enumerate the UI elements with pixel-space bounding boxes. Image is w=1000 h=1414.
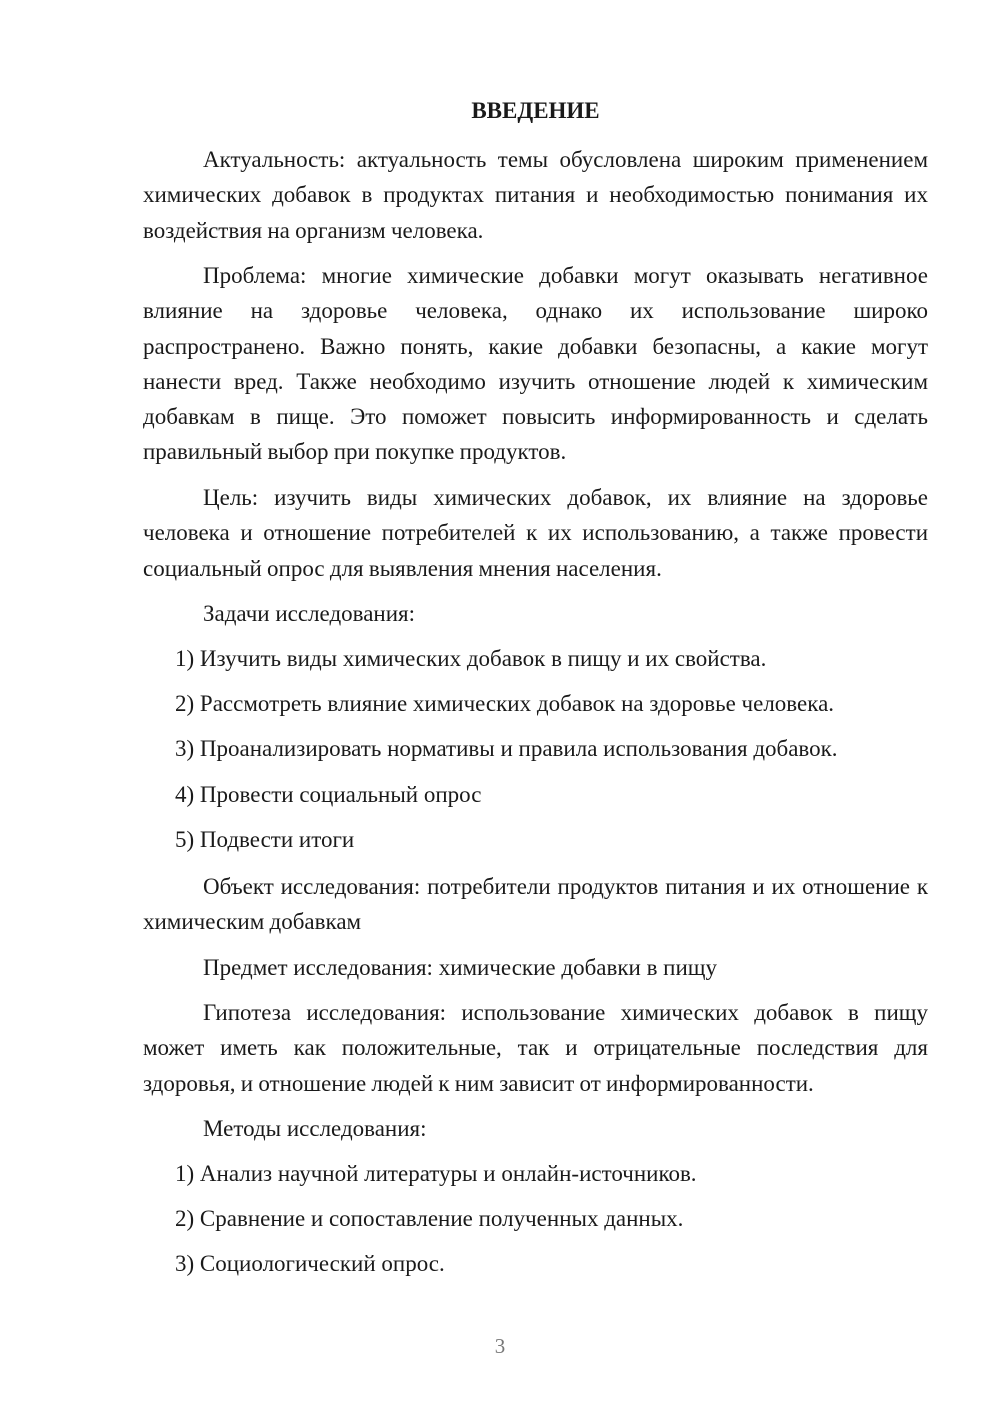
method-item: 3) Социологический опрос.	[175, 1251, 445, 1276]
task-item: 3) Проанализировать нормативы и правила использования добавок.	[175, 736, 838, 761]
page-number: 3	[494, 1334, 506, 1358]
task-item: 4) Провести социальный опрос	[175, 782, 482, 807]
method-item: 2) Сравнение и сопоставление полученных данных.	[175, 1206, 684, 1231]
relevance-paragraph: Актуальность: актуальность темы обусловлена широким применением химических добавок в продуктах питания и необходимостью понимания их воздействия на организм человека.	[143, 147, 928, 243]
method-item: 1) Анализ научной литературы и онлайн-источников.	[175, 1161, 697, 1186]
methods-heading: Методы исследования:	[203, 1116, 427, 1141]
hypothesis-paragraph: Гипотеза исследования: использование химических добавок в пищу может иметь как положительные, так и отрицательные последствия для здоровья, и отношение людей к ним зависит от информированности.	[143, 1000, 928, 1096]
problem-paragraph: Проблема: многие химические добавки могут оказывать негативное влияние на здоровье человека, однако их использование широко распространено. Важно понять, какие добавки безопасны, а какие могут нанести вред. Также необходимо изучить отношение людей к химическим добавкам в пище. Это поможет повысить информированность и сделать правильный выбор при покупке продуктов.	[143, 263, 928, 465]
task-item: 5) Подвести итоги	[175, 827, 355, 852]
task-item: 1) Изучить виды химических добавок в пищу и их свойства.	[175, 646, 767, 671]
research-subject-paragraph: Предмет исследования: химические добавки в пищу	[203, 955, 718, 980]
research-object-paragraph: Объект исследования: потребители продуктов питания и их отношение к химическим добавкам	[143, 874, 928, 935]
task-item: 2) Рассмотреть влияние химических добавок на здоровье человека.	[175, 691, 835, 716]
goal-paragraph: Цель: изучить виды химических добавок, их влияние на здоровье человека и отношение потребителей к их использованию, а также провести социальный опрос для выявления мнения населения.	[143, 485, 928, 581]
tasks-heading: Задачи исследования:	[203, 601, 416, 626]
section-title: ВВЕДЕНИЕ	[471, 98, 600, 123]
